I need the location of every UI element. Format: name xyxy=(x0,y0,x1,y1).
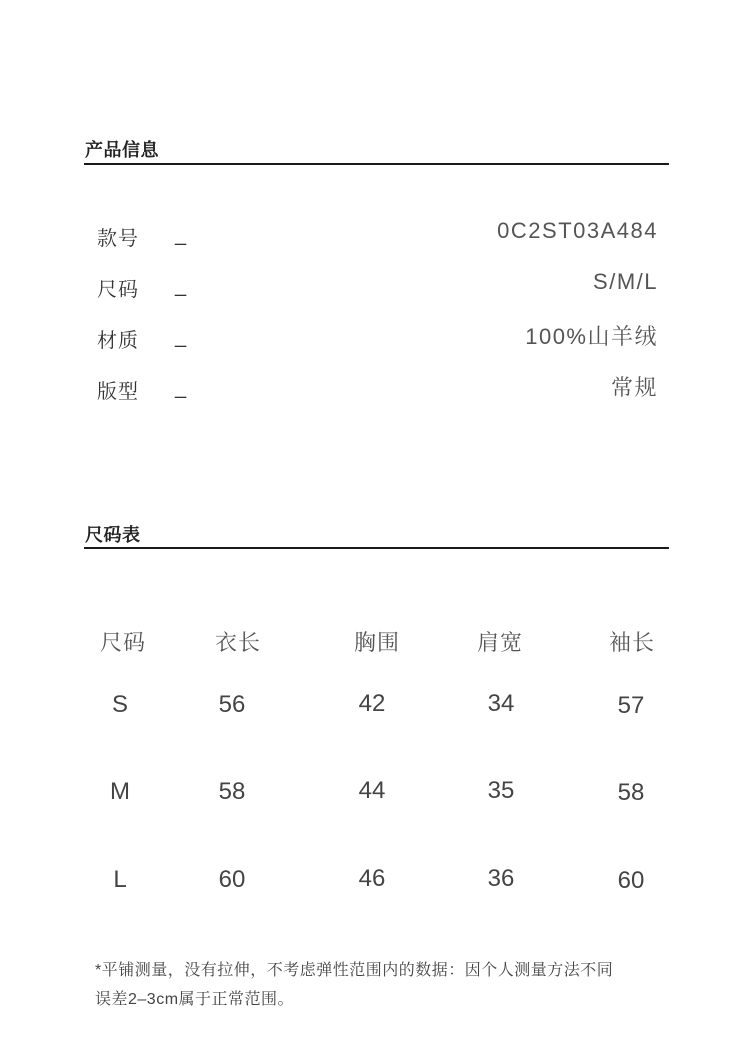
table-cell: 36 xyxy=(487,865,515,892)
measurement-note-line2: 误差2–3cm属于正常范围。 xyxy=(95,991,295,1008)
info-row-style-number xyxy=(97,218,658,252)
info-row-size xyxy=(97,269,658,303)
info-row-fit xyxy=(97,375,658,405)
info-label: 材质 xyxy=(97,330,139,352)
measurement-note xyxy=(95,956,675,1014)
info-label: 版型 xyxy=(97,381,139,403)
size-header: 尺码 xyxy=(99,630,146,655)
info-dash: _ xyxy=(175,377,187,399)
size-chart-divider xyxy=(84,547,669,549)
info-label: 尺码 xyxy=(97,279,139,301)
size-header: 袖长 xyxy=(608,630,655,655)
info-value: 100%山羊绒 xyxy=(525,324,658,349)
table-cell: 46 xyxy=(358,865,386,892)
info-label: 款号 xyxy=(97,228,139,250)
table-cell: 34 xyxy=(487,690,515,717)
size-header: 肩宽 xyxy=(476,630,523,655)
product-info-divider xyxy=(84,163,669,165)
size-header: 胸围 xyxy=(353,630,400,655)
info-value: 常规 xyxy=(610,375,658,400)
table-cell: 56 xyxy=(218,691,246,718)
table-cell: 58 xyxy=(218,778,246,805)
info-value: 0C2ST03A484 xyxy=(497,218,658,243)
table-cell: S xyxy=(111,691,128,718)
table-cell: L xyxy=(113,866,127,893)
measurement-note-line1: *平铺测量，没有拉伸，不考虑弹性范围内的数据：因个人测量方法不同 xyxy=(95,962,614,979)
info-dash: _ xyxy=(175,224,187,246)
product-info-title: 产品信息 xyxy=(85,140,159,160)
info-dash: _ xyxy=(175,326,187,348)
table-cell: 60 xyxy=(218,866,246,893)
table-cell: 35 xyxy=(487,777,515,804)
size-header: 衣长 xyxy=(214,630,261,655)
table-cell: 58 xyxy=(617,779,645,806)
table-cell: 42 xyxy=(358,690,386,717)
table-cell: 57 xyxy=(617,692,645,719)
table-cell: M xyxy=(110,778,130,805)
info-row-material xyxy=(97,324,658,354)
info-value: S/M/L xyxy=(593,269,658,294)
info-dash: _ xyxy=(175,275,187,297)
table-cell: 44 xyxy=(358,777,386,804)
size-chart-title: 尺码表 xyxy=(85,525,141,545)
table-cell: 60 xyxy=(617,867,645,894)
